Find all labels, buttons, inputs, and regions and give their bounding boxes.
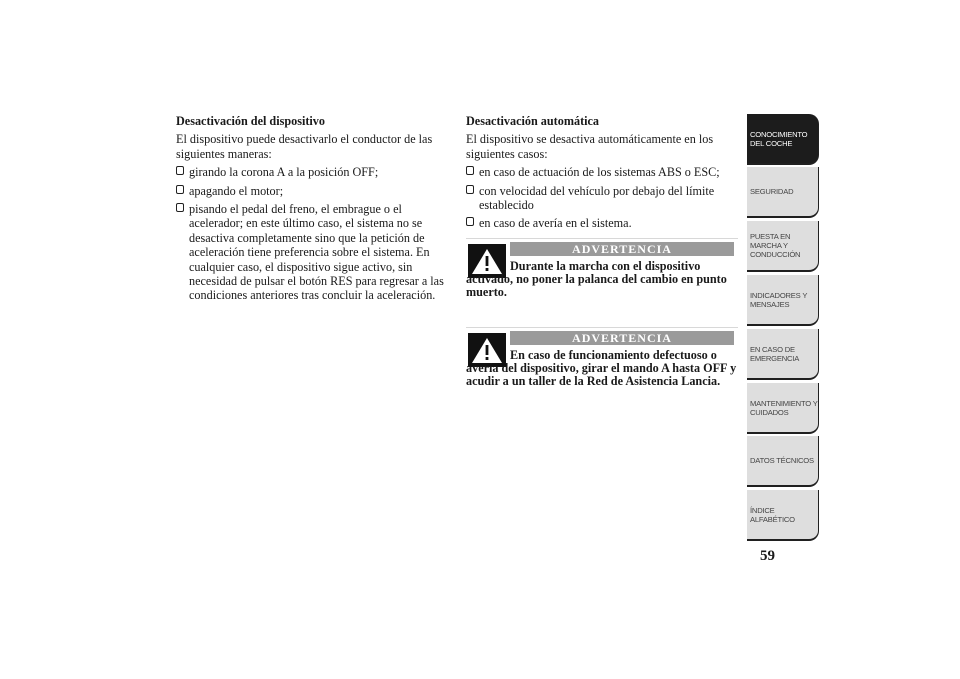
list-item: apagando el motor; [176, 184, 456, 198]
list-item: en caso de actuación de los sistemas ABS o ESC; [466, 165, 738, 179]
divider [466, 238, 738, 239]
warning-box [466, 327, 738, 411]
checkbox-bullet-icon [176, 203, 184, 212]
warning-box [466, 238, 738, 318]
intro-paragraph: El dispositivo se desactiva automáticamente en los siguientes casos: [466, 132, 714, 161]
tab-seguridad[interactable]: SEGURIDAD [747, 167, 819, 218]
list-item: en caso de avería en el sistema. [466, 216, 738, 230]
checkbox-bullet-icon [176, 166, 184, 175]
tab-emergencia[interactable]: EN CASO DE EMERGENCIA [747, 329, 819, 380]
warning-text: En caso de funcionamiento defectuoso o avería del dispositivo, girar el mando A hasta OFF y acudir a un taller de la Red de Asistencia Lancia. [466, 348, 737, 388]
checkbox-bullet-icon [466, 166, 474, 175]
warning-text: Durante la marcha con el dispositivo activado, no poner la palanca del cambio en punto muerto. [466, 259, 727, 299]
list-item: girando la corona A a la posición OFF; [176, 165, 456, 179]
checkbox-bullet-icon [466, 217, 474, 226]
left-column [176, 114, 456, 307]
bullet-list [176, 165, 456, 303]
tab-datos-tecnicos[interactable]: DATOS TÉCNICOS [747, 436, 819, 487]
tab-indice-alfabetico[interactable]: ÍNDICE ALFABÉTICO [747, 490, 819, 541]
tab-mantenimiento[interactable]: MANTENIMIENTO Y CUIDADOS [747, 383, 819, 434]
list-item: pisando el pedal del freno, el embrague o el acelerador; en este último caso, el sistema no se desactiva completamente sino que la petición de aceleración tiene preferencia sobre el sistema. En cualquier caso, el dispositivo sigue activo, sin necesidad de pulsar el botón RES para regresar a las condiciones anteriores tras concluir la aceleración. [176, 202, 456, 303]
tab-puesta-en-marcha[interactable]: PUESTA EN MARCHA Y CONDUCCIÓN [747, 221, 819, 272]
page-number: 59 [760, 548, 775, 564]
tab-conocimiento-del-coche[interactable]: CONOCIMIENTO DEL COCHE [747, 114, 819, 165]
intro-paragraph: El dispositivo puede desactivarlo el conductor de las siguientes maneras: [176, 132, 433, 161]
warning-title: ADVERTENCIA [510, 242, 734, 256]
checkbox-bullet-icon [176, 185, 184, 194]
checkbox-bullet-icon [466, 185, 474, 194]
right-column [466, 114, 738, 235]
section-heading-deactivation: Desactivación del dispositivo [176, 114, 325, 128]
section-heading-automatic: Desactivación automática [466, 114, 600, 128]
warning-title: ADVERTENCIA [510, 331, 734, 345]
bullet-list [466, 165, 738, 231]
list-item: con velocidad del vehículo por debajo del límite establecido [466, 184, 738, 213]
tab-indicadores[interactable]: INDICADORES Y MENSAJES [747, 275, 819, 326]
divider [466, 327, 738, 328]
